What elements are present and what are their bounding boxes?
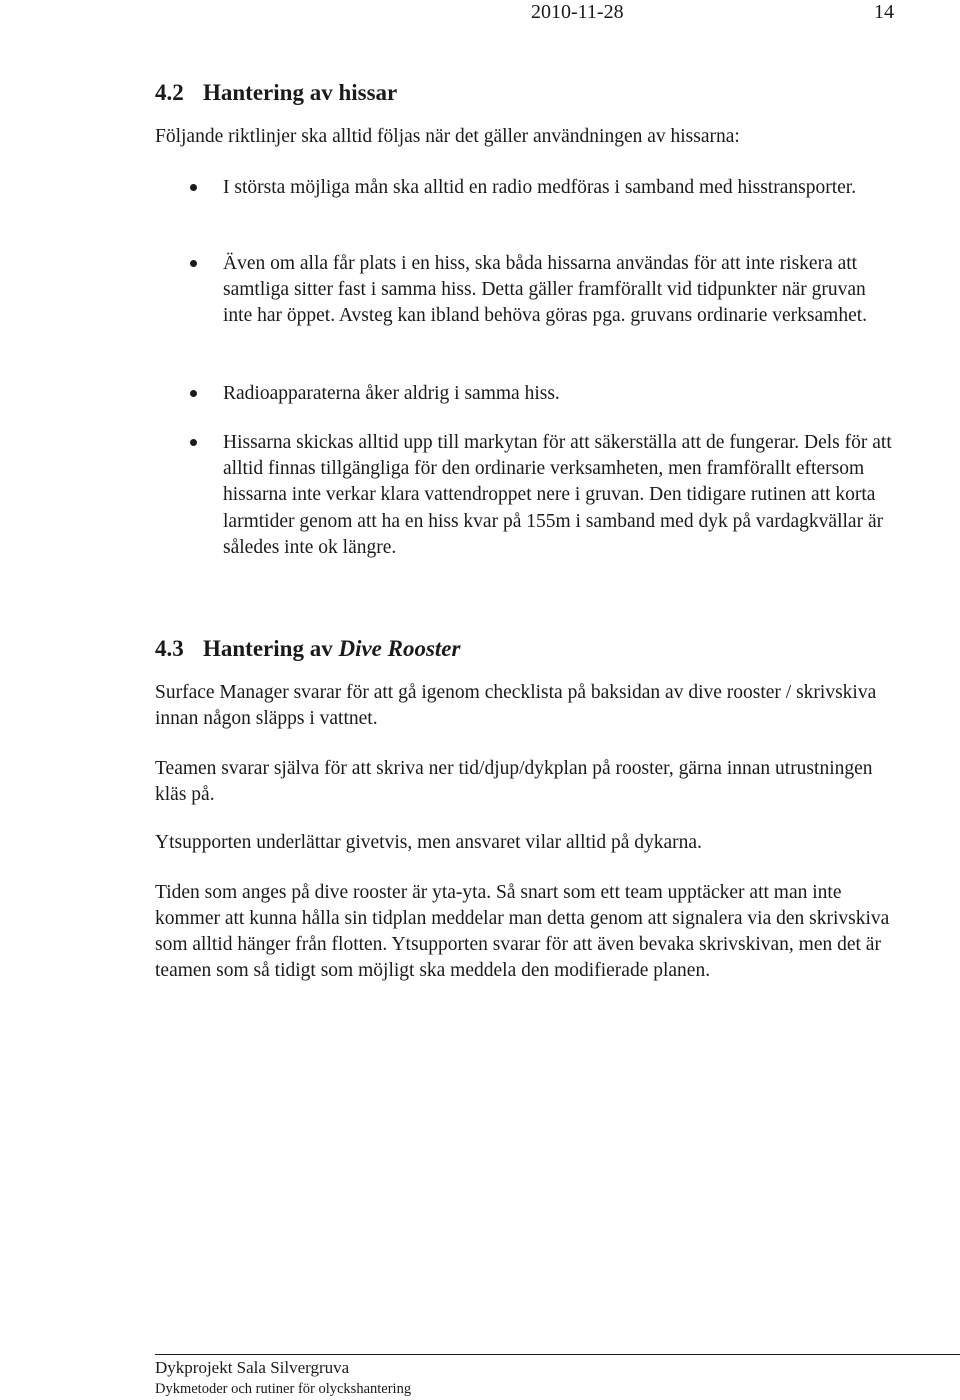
list-item-text: Hissarna skickas alltid upp till markytan för att säkerställa att de fungerar. Dels för att alltid finnas tillgängliga för den ordinarie verksamheten, men framförallt eftersom hissarna inte verkar klara vattendroppet nere i gruvan. Den tidigare rutinen att korta larmtider genom att ha en hiss kvar på 155m i samband med dyk på vardagkvällar är således inte ok längre. <box>223 432 892 558</box>
bullet-icon <box>190 439 197 446</box>
footer-project: Dykprojekt Sala Silvergruva <box>155 1358 350 1377</box>
footer-document: Dykmetoder och rutiner för olyckshantering <box>155 1381 412 1397</box>
paragraph: Surface Manager svarar för att gå igenom checklista på baksidan av dive rooster / skrivskiva innan någon släpps i vattnet. <box>155 682 877 729</box>
list-item <box>155 381 900 407</box>
section-number: 4.2 <box>155 80 184 105</box>
page-number: 14 <box>874 1 894 23</box>
list-item <box>155 251 900 330</box>
list-item-text: I största möjliga mån ska alltid en radio medföras i samband med hisstransporter. <box>223 177 857 198</box>
paragraph: Ytsupporten underlättar givetvis, men ansvaret vilar alltid på dykarna. <box>155 832 702 853</box>
section-heading-4-2 <box>155 79 397 107</box>
paragraph: Tiden som anges på dive rooster är yta-yta. Så snart som ett team upptäcker att man inte kommer att kunna hålla sin tidplan meddelar man detta genom att signalera via den skrivskiva som alltid hänger från flotten. Ytsupporten svarar för att även bevaka skrivskivan, men det är teamen som så tidigt som möjligt ska meddela den modifierade planen. <box>155 882 890 981</box>
list-item-text: Radioapparaterna åker aldrig i samma hiss. <box>223 383 560 404</box>
list-item <box>155 175 900 201</box>
bullet-icon <box>190 184 197 191</box>
section-heading-4-3 <box>155 635 460 663</box>
section-title: Hantering av hissar <box>203 80 398 105</box>
section-number: 4.3 <box>155 636 184 661</box>
section-title: Hantering av <box>203 636 339 661</box>
footer-divider <box>155 1354 960 1355</box>
list-item <box>155 430 900 561</box>
bullet-icon <box>190 390 197 397</box>
header-date: 2010-11-28 <box>531 1 624 23</box>
bullet-icon <box>190 260 197 267</box>
section-title-emphasis: Dive Rooster <box>338 636 461 661</box>
list-item-text: Även om alla får plats i en hiss, ska båda hissarna användas för att inte riskera att samtliga sitter fast i samma hiss. Detta gäller framförallt vid tidpunkter när gruvan inte har öppet. Avsteg kan ibland behöva göras pga. gruvans ordinarie verksamhet. <box>223 253 868 327</box>
section-intro: Följande riktlinjer ska alltid följas när det gäller användningen av hissarna: <box>155 126 740 147</box>
paragraph: Teamen svarar själva för att skriva ner tid/djup/dykplan på rooster, gärna innan utrustningen kläs på. <box>155 758 873 805</box>
